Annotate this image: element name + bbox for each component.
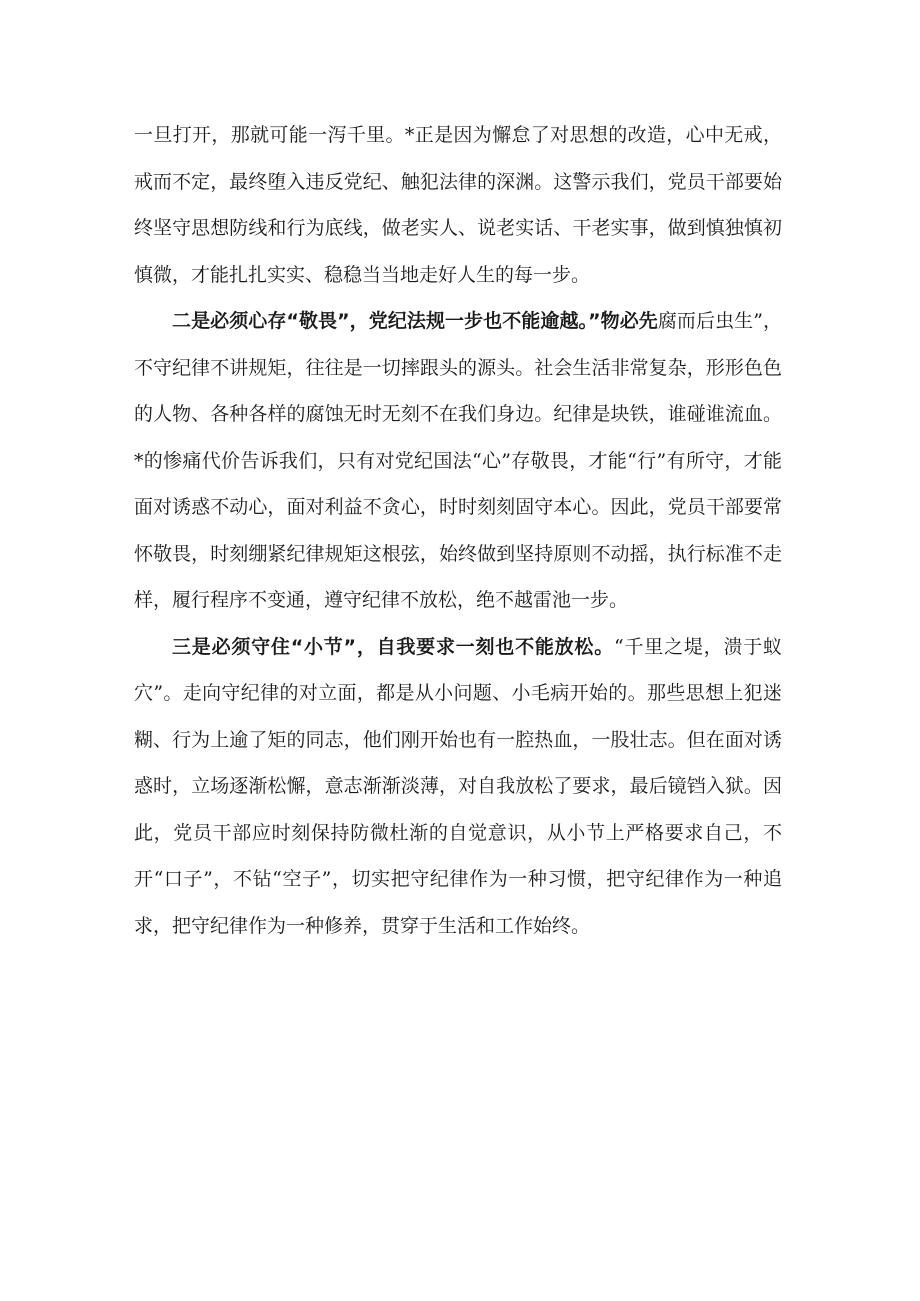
- paragraph-lead-heading: 二是必须心存“敬畏”，党纪法规一步也不能逾越。”物必先: [172, 310, 658, 332]
- paragraph-continuation: [134, 112, 782, 298]
- paragraph-must-revere: [134, 298, 782, 624]
- document-body: [134, 112, 782, 949]
- paragraph-guard-small-details: [134, 624, 782, 950]
- paragraph-text: “千里之堤，溃于蚁穴”。走向守纪律的对立面，都是从小问题、小毛病开始的。那些思想上犯迷糊、行为上逾了矩的同志，他们刚开始也有一腔热血，一股壮志。但在面对诱惑时，立场逐渐松懈，意志渐渐淡薄，对自我放松了要求，最后镜铛入狱。因此，党员干部应时刻保持防微杜渐的自觉意识，从小节上严格要求自己，不开“口子”，不钻“空子”，切实把守纪律作为一种习惯，把守纪律作为一种追求，把守纪律作为一种修养，贯穿于生活和工作始终。: [134, 635, 782, 937]
- paragraph-lead-heading: 三是必须守住“小节”，自我要求一刻也不能放松。: [172, 635, 615, 658]
- paragraph-text: 腐而后虫生”，不守纪律不讲规矩，往往是一切摔跟头的源头。社会生活非常复杂，形形色色的人物、各种各样的腐蚀无时无刻不在我们身边。纪律是块铁，谁碰谁流血。*的惨痛代价告诉我们，只有对党纪国法“心”存敬畏，才能“行”有所守，才能面对诱惑不动心，面对利益不贪心，时时刻刻固守本心。因此，党员干部要常怀敬畏，时刻绷紧纪律规矩这根弦，始终做到坚持原则不动摇，执行标准不走样，履行程序不变通，遵守纪律不放松，绝不越雷池一步。: [134, 310, 782, 611]
- paragraph-text: 一旦打开，那就可能一泻千里。*正是因为懈怠了对思想的改造，心中无戒，戒而不定，最终堕入违反党纪、触犯法律的深渊。这警示我们，党员干部要始终坚守思想防线和行为底线，做老实人、说老实话、干老实事，做到慎独慎初慎微，才能扎扎实实、稳稳当当地走好人生的每一步。: [134, 124, 782, 286]
